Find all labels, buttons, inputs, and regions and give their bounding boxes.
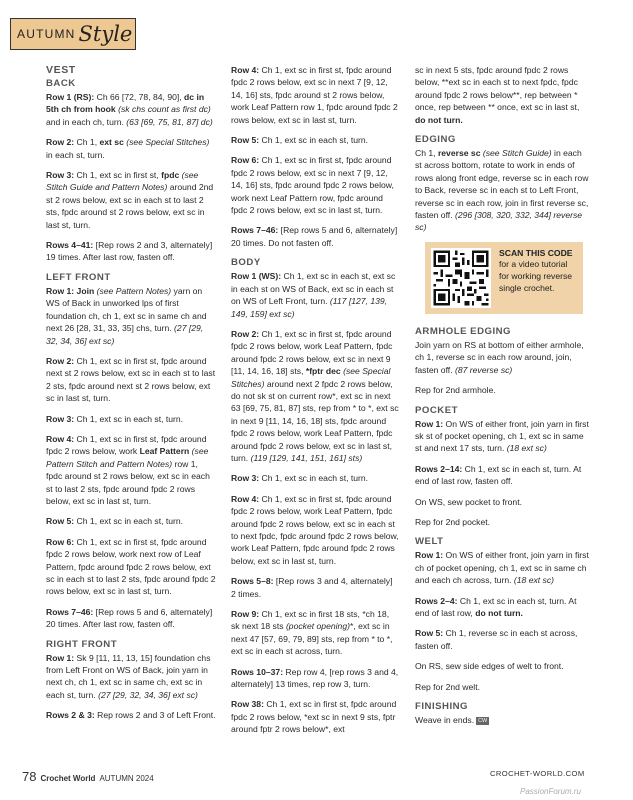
end-mark-icon: CW	[478, 717, 488, 724]
instruction-rf-rows2-3: Rows 2 & 3: Rep rows 2 and 3 of Left Front.	[46, 710, 216, 721]
instruction-rf-row6: Row 6: Ch 1, ext sc in first st, fpdc around fpdc 2 rows below, ext sc in next 7 [9, 12, 14, 16] sts, fpdc around fpdc 2 rows below, work next Leaf Pattern row, fpdc around fpdc 2 rows below, ext sc in last st, turn.	[231, 155, 394, 216]
instruction-welt-row1: Row 1: On WS of either front, join yarn in first ch of pocket opening, ch 1, ext sc in same ch and each ch across, turn. (18 ext sc)	[415, 550, 589, 586]
heading-finishing: FINISHING	[415, 701, 469, 712]
heading-pocket: POCKET	[415, 404, 458, 416]
qr-callout	[425, 242, 583, 314]
qr-callout-text: SCAN THIS CODE for a video tutorial for working reverse single crochet.	[499, 247, 573, 293]
heading-welt: WELT	[415, 536, 444, 548]
heading-left-front: LEFT FRONT	[46, 271, 111, 283]
qr-code-icon[interactable]	[431, 248, 491, 308]
footer-website: CROCHET-WORLD.COM	[490, 769, 585, 778]
instruction-lf-rows7-46: Rows 7–46: [Rep rows 5 and 6, alternately] 20 times. After last row, fasten off.	[46, 606, 213, 630]
instruction-welt-rep: Rep for 2nd welt.	[415, 681, 480, 692]
instruction-lf-row1: Row 1: Join (see Pattern Notes) yarn on WS of Back in unworked lps of first foundation ch, ch 1, ext sc in same ch and next 26 [28, 31, 33, 35] chs, turn. (27 [29, 32, 34, 36] ext sc)	[46, 285, 207, 346]
heading-back: BACK	[46, 78, 76, 89]
column-1	[46, 64, 216, 730]
instruction-body-row2: Row 2: Ch 1, ext sc in first st, fpdc around fpdc 2 rows below, work Leaf Pattern, fpdc around fpdc 2 rows below, ext sc in next 9 [11, 14, 16, 18] sts, *fptr dec (see Special Stitches) around next 2 fpdc 2 rows below, do not sk st on current row*, ext sc in next 63 [69, 75, 81, 87] sts, rep from * to *, ext sc in next 9 [11, 14, 16, 18] sts, fpdc around fpdc 2 rows below, work Leaf Pattern, fpdc around fpdc 2 rows below, ext sc in last st, turn. (119 [129, 141, 151, 161] sts)	[231, 328, 399, 463]
instruction-rf-rows7-46: Rows 7–46: [Rep rows 5 and 6, alternately] 20 times. Do not fasten off.	[231, 225, 398, 248]
footer-left	[22, 769, 154, 784]
instruction-body-rows10-37: Rows 10–37: Rep row 4, [rep rows 3 and 4, alternately] 13 times, rep row 3, turn.	[231, 666, 399, 690]
header-word-autumn: AUTUMN	[17, 27, 76, 41]
instruction-back-row3: Row 3: Ch 1, ext sc in first st, fpdc (see Stitch Guide and Pattern Notes) around 2nd st 2 rows below, ext sc in each st to last 2 sts, fpdc around st 2 rows below, ext sc in last st, turn.	[46, 170, 214, 230]
instruction-back-rows4-41: Rows 4–41: [Rep rows 2 and 3, alternately] 19 times. After last row, fasten off.	[46, 240, 213, 263]
instruction-lf-row3: Row 3: Ch 1, ext sc in each st, turn.	[46, 413, 184, 424]
instruction-pocket-rows2-14: Rows 2–14: Ch 1, ext sc in each st, turn. At end of last row, fasten off.	[415, 463, 582, 487]
instruction-armhole: Join yarn on RS at bottom of either armhole, ch 1, reverse sc in each row around, join, fasten off. (87 reverse sc)	[415, 339, 584, 375]
instruction-body-row1: Row 1 (WS): Ch 1, ext sc in each st, ext sc in each st on WS of Back, ext sc in each st on WS of Left Front, turn. (117 [127, 139, 149, 159] ext sc)	[231, 271, 396, 319]
instruction-body-row3: Row 3: Ch 1, ext sc in each st, turn.	[231, 473, 369, 484]
instruction-body-row38: Row 38: Ch 1, ext sc in first st, fpdc around fpdc 2 rows below, *ext sc in next 9 sts, fptr around fptr 2 rows below*, ext	[231, 699, 397, 735]
instruction-body-rows5-8: Rows 5–8: [Rep rows 3 and 4, alternately] 2 times.	[231, 576, 393, 599]
heading-right-front: RIGHT FRONT	[46, 638, 118, 650]
instruction-body-row9: Row 9: Ch 1, ext sc in first 18 sts, *ch 18, sk next 18 sts (pocket opening)*, ext sc in next 47 [57, 69, 79, 89] sts, rep from * to *, ext sc in each st across, turn.	[231, 609, 393, 657]
instruction-lf-row2: Row 2: Ch 1, ext sc in first st, fpdc around next st 2 rows below, ext sc in each st to last 2 sts, fpdc around next st 2 rows below, ext sc in last st, turn.	[46, 355, 216, 404]
instruction-lf-row5: Row 5: Ch 1, ext sc in each st, turn.	[46, 516, 184, 527]
heading-armhole-edging: ARMHOLE EDGING	[415, 325, 512, 337]
instruction-pocket-rep: Rep for 2nd pocket.	[415, 516, 491, 527]
heading-vest: VEST	[46, 64, 76, 76]
instruction-rf-row1: Row 1: Sk 9 [11, 11, 13, 15] foundation chs from Left Front on WS of Back, join yarn in next ch, ch 1, ext sc in same ch, ext sc in each st, turn. (27 [29, 32, 34, 36] ext sc)	[46, 652, 211, 700]
header-word-style: Style	[78, 21, 133, 46]
instruction-back-row1: Row 1 (RS): Ch 66 [72, 78, 84, 90], dc in 5th ch from hook (sk chs count as first dc) and in each ch, turn. (63 [69, 75, 81, 87] dc)	[46, 92, 213, 127]
instruction-edging: Ch 1, reverse sc (see Stitch Guide) in each st across bottom, rotate to work in ends of rows along front edge, reverse sc in each row to Back, reverse sc in each st to Left Front, reverse sc in each row, join in first reverse sc, fasten off. (296 [308, 320, 332, 344] reverse sc)	[415, 148, 589, 233]
magazine-name: Crochet World	[40, 774, 96, 783]
instruction-body-row4: Row 4: Ch 1, ext sc in first st, fpdc around fpdc 2 rows below, work Leaf Pattern, fpdc around fpdc 2 rows below, ext sc in each st to next fpdc, fpdc around fpdc 2 rows below, work Leaf Pattern, fpdc around fpdc 2 rows below, ext sc in last st, turn.	[231, 493, 399, 566]
instruction-welt-rows2-4: Rows 2–4: Ch 1, ext sc in each st, turn. At end of last row, do not turn.	[415, 595, 577, 618]
instruction-armhole-rep: Rep for 2nd armhole.	[415, 385, 496, 396]
instruction-lf-row4: Row 4: Ch 1, ext sc in first st, fpdc around fpdc 2 rows below, work Leaf Pattern (see Pattern Stitch and Pattern Notes) row 1, fpdc around st 2 rows below, ext sc in each st to last 2 sts, fpdc around fpdc 2 rows below, ext sc in last st, turn.	[46, 433, 210, 506]
heading-edging: EDGING	[415, 134, 456, 146]
page-number: 78	[22, 769, 37, 784]
instruction-rf-row5: Row 5: Ch 1, ext sc in each st, turn.	[231, 135, 369, 146]
section-header-badge	[10, 18, 136, 50]
instruction-welt-row5: Row 5: Ch 1, reverse sc in each st across, fasten off.	[415, 628, 578, 651]
column-2	[231, 64, 399, 744]
instruction-welt-sew: On RS, sew side edges of welt to front.	[415, 661, 564, 672]
instruction-pocket-row1: Row 1: On WS of either front, join yarn in first sk st of pocket opening, ch 1, ext sc in same st and next 17 sts, turn. (18 ext sc)	[415, 418, 589, 454]
instruction-pocket-sew: On WS, sew pocket to front.	[415, 496, 522, 507]
column-3	[415, 64, 589, 734]
watermark: PassionForum.ru	[520, 787, 581, 796]
instruction-lf-row6: Row 6: Ch 1, ext sc in first st, fpdc around fpdc 2 rows below, work next row of Leaf Pattern, fpdc around fpdc 2 rows below, ext sc in each st to last 2 sts, fpdc around fpdc 2 rows below, ext sc in last st, turn.	[46, 536, 216, 597]
instruction-back-row2: Row 2: Ch 1, ext sc (see Special Stitches) in each st, turn.	[46, 137, 210, 160]
instruction-rf-row4: Row 4: Ch 1, ext sc in first st, fpdc around fpdc 2 rows below, ext sc in next 7 [9, 12, 14, 16] sts, fpdc around st 2 rows below, work Leaf Pattern row 1, fpdc around fpdc 2 rows below, ext sc in last st, turn.	[231, 65, 398, 125]
instruction-body-row38-cont: sc in next 5 sts, fpdc around fpdc 2 rows below, **ext sc in each st to next fpdc, fpdc around fpdc 2 rows below**, rep between * once, rep between ** once, ext sc in last st, do not turn.	[415, 65, 580, 125]
heading-body: BODY	[231, 257, 261, 269]
instruction-finishing: Weave in ends. CW	[415, 715, 488, 725]
issue-label: AUTUMN 2024	[99, 774, 154, 783]
